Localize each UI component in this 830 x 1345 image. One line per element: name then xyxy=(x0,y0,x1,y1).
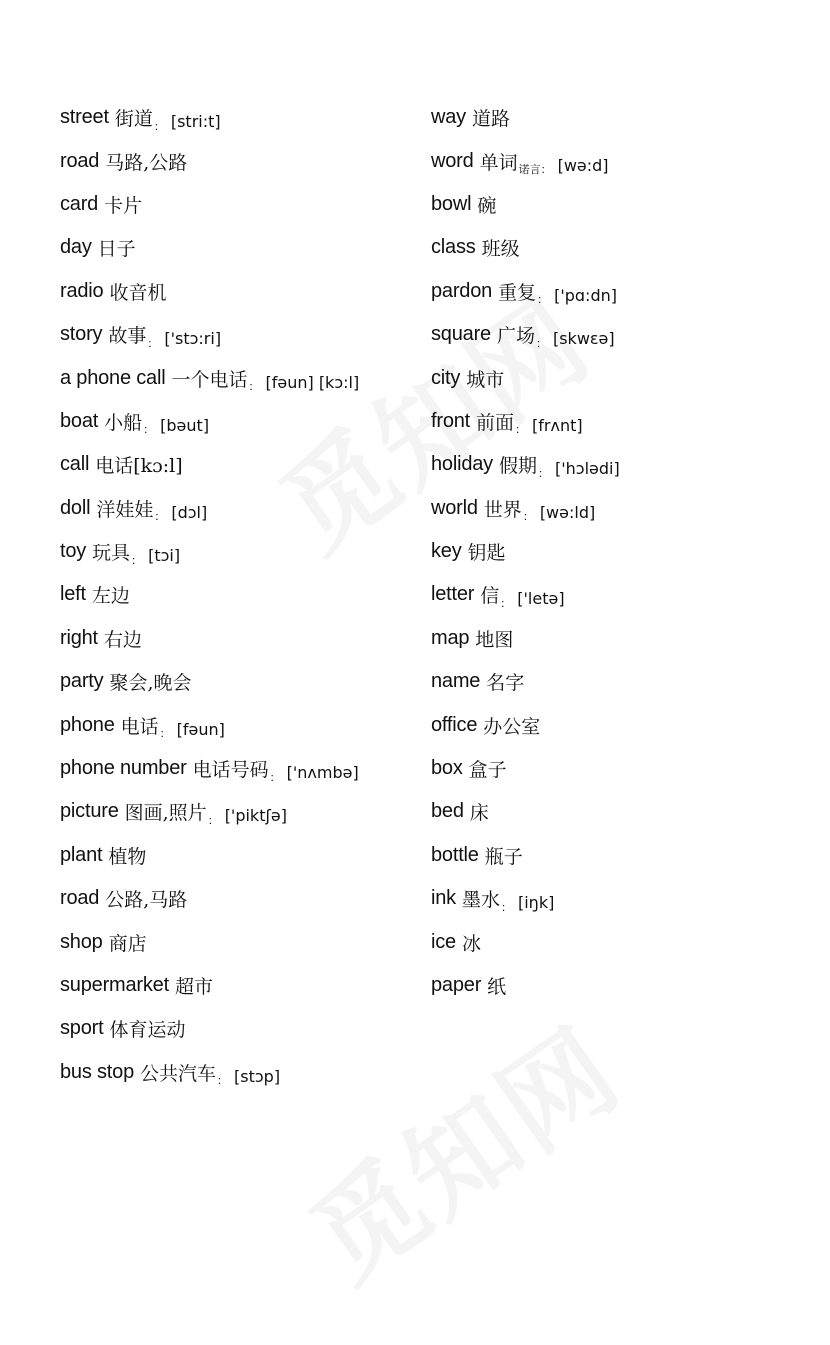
chinese-meaning: 体育运动 xyxy=(109,1019,186,1042)
vocab-entry xyxy=(60,487,420,530)
english-word: bottle xyxy=(431,843,479,866)
vocab-entry xyxy=(431,834,811,877)
vocab-entry xyxy=(431,96,811,139)
english-word: day xyxy=(60,236,92,259)
vocab-entry xyxy=(60,790,420,833)
english-word: picture xyxy=(60,800,119,823)
phonetic-transcription: [stri:t] xyxy=(170,112,221,132)
chinese-meaning: 盒子 xyxy=(468,759,507,782)
english-word: class xyxy=(431,236,476,259)
vocab-entry xyxy=(431,703,811,746)
vocab-entry xyxy=(431,660,811,703)
vocab-entry xyxy=(60,530,420,573)
subscript-note: ： xyxy=(154,510,166,524)
subscript-note: ： xyxy=(147,336,159,350)
chinese-meaning: 超市 xyxy=(174,976,213,998)
vocab-entry xyxy=(60,313,420,356)
left-vocabulary-column xyxy=(60,96,420,1094)
right-vocabulary-column xyxy=(431,96,811,1007)
vocab-entry xyxy=(60,96,420,139)
subscript-note: ： xyxy=(131,553,143,567)
english-word: city xyxy=(431,366,461,389)
phonetic-transcription: [stɔp] xyxy=(234,1066,281,1086)
english-word: plant xyxy=(60,843,103,866)
chinese-meaning: 图画,照片 xyxy=(124,802,207,825)
chinese-meaning: 道路 xyxy=(471,108,510,131)
subscript-note: ： xyxy=(500,596,512,610)
chinese-meaning: 城市 xyxy=(466,368,505,391)
chinese-meaning: 日子 xyxy=(97,238,136,261)
english-word: left xyxy=(60,583,86,606)
vocab-entry xyxy=(431,877,811,920)
subscript-note: ： xyxy=(159,727,171,741)
vocab-entry xyxy=(60,573,420,616)
english-word: bed xyxy=(431,800,464,823)
english-word: story xyxy=(60,323,103,346)
vocab-entry xyxy=(431,183,811,226)
english-word: name xyxy=(431,670,481,693)
english-word: map xyxy=(431,626,470,649)
chinese-meaning: 班级 xyxy=(481,238,520,261)
chinese-meaning: 一个电话 xyxy=(171,368,248,391)
phonetic-transcription: [fəun] xyxy=(176,719,225,739)
vocab-entry xyxy=(60,703,420,746)
english-word: phone xyxy=(60,713,115,736)
english-word: way xyxy=(431,106,466,129)
subscript-note: ： xyxy=(522,510,534,524)
chinese-meaning: 重复 xyxy=(498,281,537,304)
vocab-entry xyxy=(60,747,420,790)
chinese-meaning: 碗 xyxy=(477,194,497,217)
chinese-meaning: 故事 xyxy=(108,325,147,348)
english-word: road xyxy=(60,149,100,172)
chinese-meaning: 床 xyxy=(469,802,489,825)
english-word: doll xyxy=(60,496,91,519)
subscript-note: ： xyxy=(515,423,527,437)
phonetic-transcription: [wə:d] xyxy=(557,155,609,175)
chinese-meaning: 电话[kɔ:l] xyxy=(95,455,183,478)
vocab-entry xyxy=(60,270,420,313)
english-word: front xyxy=(431,409,471,432)
phonetic-transcription: [wə:ld] xyxy=(539,502,596,522)
phonetic-transcription: [iŋk] xyxy=(517,893,555,913)
chinese-meaning: 玩具 xyxy=(92,542,131,565)
chinese-meaning: 前面 xyxy=(476,411,515,434)
chinese-meaning: 电话 xyxy=(120,715,159,738)
subscript-note: ： xyxy=(537,293,549,307)
english-word: letter xyxy=(431,583,475,606)
subscript-note: ： xyxy=(207,813,219,827)
chinese-meaning: 瓶子 xyxy=(484,845,523,868)
vocab-entry xyxy=(431,617,811,660)
english-word: square xyxy=(431,323,491,346)
subscript-note: ： xyxy=(217,1074,229,1088)
english-word: ice xyxy=(431,930,456,953)
phonetic-transcription: [bəut] xyxy=(160,415,210,435)
english-word: right xyxy=(60,626,98,649)
chinese-meaning: 马路,公路 xyxy=(105,151,188,174)
english-word: key xyxy=(431,540,462,563)
chinese-meaning: 商店 xyxy=(108,932,147,955)
english-word: a phone call xyxy=(60,366,166,389)
chinese-meaning: 冰 xyxy=(461,932,481,955)
english-word: supermarket xyxy=(60,974,169,996)
chinese-meaning: 小船 xyxy=(104,411,143,434)
vocab-entry xyxy=(431,573,811,616)
vocab-entry xyxy=(431,747,811,790)
chinese-meaning: 单词 xyxy=(479,151,518,174)
subscript-note: 诺言： xyxy=(518,163,552,177)
vocab-entry xyxy=(60,356,420,399)
chinese-meaning: 聚会,晚会 xyxy=(109,672,192,695)
chinese-meaning: 地图 xyxy=(475,628,514,651)
subscript-note: ： xyxy=(248,380,260,394)
vocab-entry xyxy=(60,877,420,920)
vocab-entry xyxy=(431,530,811,573)
phonetic-transcription: ['nʌmbə] xyxy=(286,763,359,783)
subscript-note: ： xyxy=(535,336,547,350)
english-word: road xyxy=(60,887,100,910)
vocab-entry xyxy=(60,964,420,1007)
vocab-entry xyxy=(431,443,811,486)
phonetic-transcription: [skwεə] xyxy=(552,329,615,349)
phonetic-transcription: ['letə] xyxy=(517,589,565,609)
chinese-meaning: 假期 xyxy=(498,455,537,478)
phonetic-transcription: [tɔi] xyxy=(148,546,181,566)
english-word: pardon xyxy=(431,279,493,302)
vocab-entry xyxy=(431,400,811,443)
chinese-meaning: 植物 xyxy=(108,845,147,868)
vocab-entry xyxy=(60,660,420,703)
vocab-entry xyxy=(60,1051,420,1094)
phonetic-transcription: [fəun] [kɔ:l] xyxy=(265,372,360,392)
vocab-entry xyxy=(60,183,420,226)
vocab-entry xyxy=(431,790,811,833)
english-word: holiday xyxy=(431,453,493,476)
english-word: phone number xyxy=(60,757,187,780)
subscript-note: ： xyxy=(269,770,281,784)
english-word: party xyxy=(60,670,104,693)
english-word: card xyxy=(60,192,99,215)
english-word: box xyxy=(431,757,463,780)
chinese-meaning: 钥匙 xyxy=(467,542,506,565)
subscript-note: ： xyxy=(538,466,549,480)
english-word: office xyxy=(431,713,478,736)
chinese-meaning: 收音机 xyxy=(109,281,167,304)
vocab-entry xyxy=(60,226,420,269)
english-word: boat xyxy=(60,409,99,432)
vocab-entry xyxy=(431,356,811,399)
chinese-meaning: 纸 xyxy=(487,976,507,998)
vocab-entry xyxy=(60,834,420,877)
chinese-meaning: 卡片 xyxy=(104,194,143,217)
subscript-note: ： xyxy=(500,900,512,914)
phonetic-transcription: ['hɔlədi] xyxy=(555,459,620,479)
chinese-meaning: 办公室 xyxy=(483,715,541,738)
vocab-entry xyxy=(60,617,420,660)
vocab-entry xyxy=(60,920,420,963)
phonetic-transcription: [dɔl] xyxy=(171,502,208,522)
vocab-entry xyxy=(431,226,811,269)
chinese-meaning: 洋娃娃 xyxy=(96,498,154,521)
vocab-entry xyxy=(431,487,811,530)
english-word: bus stop xyxy=(60,1060,135,1083)
chinese-meaning: 墨水 xyxy=(461,889,500,912)
phonetic-transcription: [frʌnt] xyxy=(532,415,583,435)
chinese-meaning: 公路,马路 xyxy=(105,889,188,912)
english-word: sport xyxy=(60,1017,104,1040)
vocab-entry xyxy=(60,443,420,486)
english-word: shop xyxy=(60,930,103,953)
phonetic-transcription: ['pɑ:dn] xyxy=(554,285,617,305)
subscript-note: ： xyxy=(143,423,155,437)
vocab-entry xyxy=(60,1007,420,1050)
english-word: word xyxy=(431,149,474,172)
chinese-meaning: 世界 xyxy=(483,498,522,521)
chinese-meaning: 名字 xyxy=(486,672,525,695)
english-word: call xyxy=(60,453,90,476)
chinese-meaning: 街道 xyxy=(114,108,153,131)
english-word: bowl xyxy=(431,192,472,215)
english-word: paper xyxy=(431,974,482,996)
english-word: world xyxy=(431,496,478,519)
chinese-meaning: 公共汽车 xyxy=(140,1062,217,1085)
subscript-note: ： xyxy=(153,119,165,133)
english-word: toy xyxy=(60,540,87,563)
english-word: ink xyxy=(431,887,456,910)
vocab-entry xyxy=(431,139,811,182)
chinese-meaning: 电话号码 xyxy=(192,759,269,782)
chinese-meaning: 信 xyxy=(480,585,500,608)
vocab-entry xyxy=(60,400,420,443)
chinese-meaning: 右边 xyxy=(103,628,142,651)
vocab-entry xyxy=(431,920,811,963)
phonetic-transcription: ['stɔ:ri] xyxy=(164,329,222,349)
vocab-entry xyxy=(60,139,420,182)
english-word: radio xyxy=(60,279,104,302)
vocab-entry xyxy=(431,313,811,356)
chinese-meaning: 左边 xyxy=(91,585,130,608)
english-word: street xyxy=(60,106,109,129)
vocab-entry xyxy=(431,964,811,1007)
phonetic-transcription: ['piktʃə] xyxy=(224,806,287,826)
chinese-meaning: 广场 xyxy=(496,325,535,348)
vocab-entry xyxy=(431,270,811,313)
